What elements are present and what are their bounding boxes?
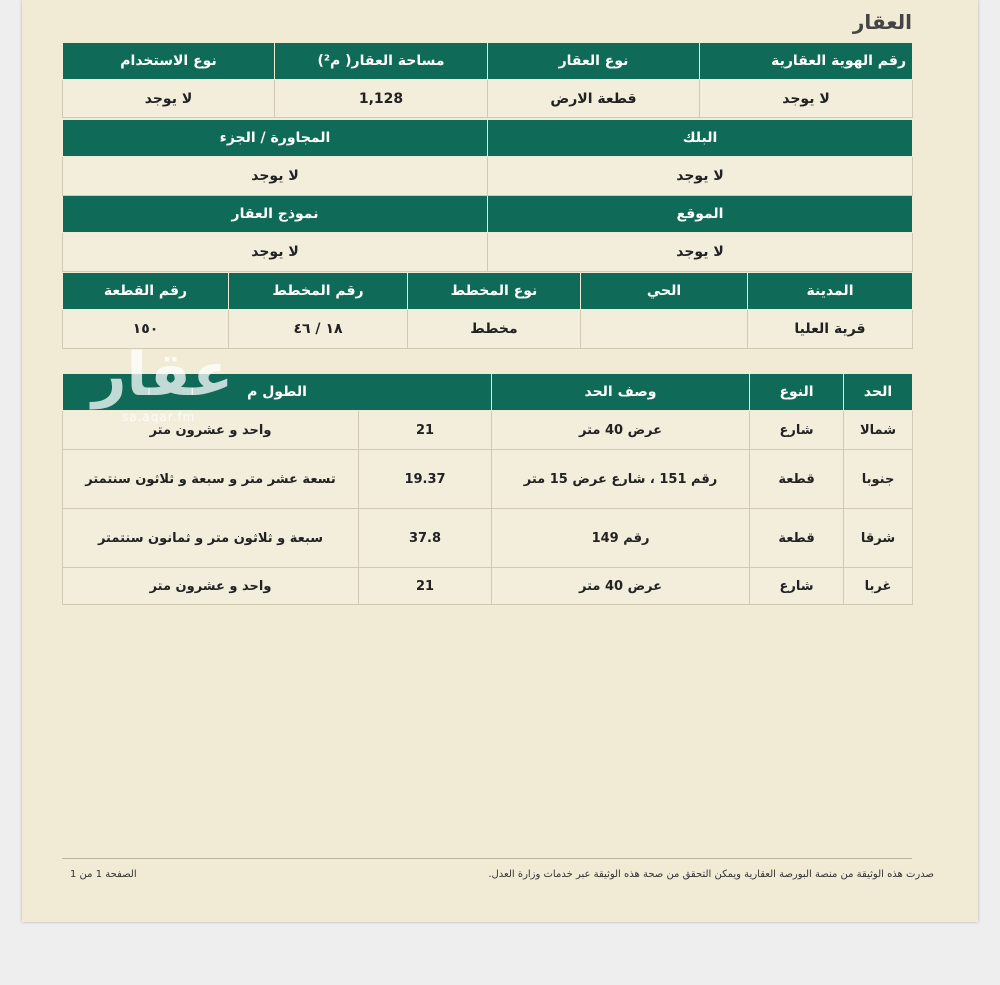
boundary-length-words: واحد و عشرون متر xyxy=(63,411,359,450)
value-block: لا يوجد xyxy=(488,157,913,196)
boundary-side: شرقا xyxy=(844,509,913,568)
watermark-url: sa.aqar.fm xyxy=(122,410,196,424)
plan-table xyxy=(62,272,913,349)
boundary-desc: رقم 149 xyxy=(492,509,750,568)
value-location: لا يوجد xyxy=(488,233,913,272)
header-property-type: نوع العقار xyxy=(488,43,700,80)
page-number: الصفحة 1 من 1 xyxy=(70,869,137,880)
header-property-id: رقم الهوية العقارية xyxy=(700,43,913,80)
header-length: الطول م xyxy=(63,374,492,411)
header-plan-type: نوع المخطط xyxy=(408,273,581,310)
value-property-area: 1,128 xyxy=(275,80,488,118)
value-plot-number: ١٥٠ xyxy=(63,310,229,349)
header-boundary-type: النوع xyxy=(750,374,844,411)
header-block: البلك xyxy=(488,120,913,157)
value-city: قرية العليا xyxy=(748,310,913,349)
value-district xyxy=(581,310,748,349)
value-property-model: لا يوجد xyxy=(63,233,488,272)
table-row xyxy=(63,450,913,509)
boundary-side: جنوبا xyxy=(844,450,913,509)
boundaries-table xyxy=(62,373,913,605)
boundary-desc: رقم 151 ، شارع عرض 15 متر xyxy=(492,450,750,509)
boundary-length: 21 xyxy=(359,568,492,605)
value-usage-type: لا يوجد xyxy=(63,80,275,118)
header-location: الموقع xyxy=(488,196,913,233)
boundary-desc: عرض 40 متر xyxy=(492,568,750,605)
section-title: العقار xyxy=(852,10,912,34)
header-neighborhood-part: المجاورة / الجزء xyxy=(63,120,488,157)
boundary-side: شمالا xyxy=(844,411,913,450)
header-boundary: الحد xyxy=(844,374,913,411)
boundary-length: 21 xyxy=(359,411,492,450)
boundary-length-words: سبعة و ثلاثون متر و ثمانون سنتمتر xyxy=(63,509,359,568)
header-plot-number: رقم القطعة xyxy=(63,273,229,310)
header-boundary-desc: وصف الحد xyxy=(492,374,750,411)
header-property-model: نموذج العقار xyxy=(63,196,488,233)
boundary-length: 19.37 xyxy=(359,450,492,509)
boundary-type: شارع xyxy=(750,411,844,450)
boundary-length: 37.8 xyxy=(359,509,492,568)
boundary-type: قطعة xyxy=(750,450,844,509)
watermark-logo-text: عقار xyxy=(92,340,234,410)
header-district: الحي xyxy=(581,273,748,310)
header-plan-number: رقم المخطط xyxy=(229,273,408,310)
value-plan-number: ١٨ / ٤٦ xyxy=(229,310,408,349)
boundary-type: قطعة xyxy=(750,509,844,568)
footer-note: صدرت هذه الوثيقة من منصة البورصة العقارية ويمكن التحقق من صحة هذه الوثيقة عبر خدمات وزارة العدل. xyxy=(488,869,934,880)
property-info-table xyxy=(62,42,913,118)
boundary-length-words: تسعة عشر متر و سبعة و ثلاثون سنتمتر xyxy=(63,450,359,509)
footer-divider xyxy=(62,858,912,859)
boundary-side: غربا xyxy=(844,568,913,605)
table-row xyxy=(63,509,913,568)
value-property-id: لا يوجد xyxy=(700,80,913,118)
block-location-table xyxy=(62,119,913,272)
table-row xyxy=(63,568,913,605)
header-property-area: مساحة العقار( م²) xyxy=(275,43,488,80)
table-row xyxy=(63,411,913,450)
header-city: المدينة xyxy=(748,273,913,310)
boundary-length-words: واحد و عشرون متر xyxy=(63,568,359,605)
value-property-type: قطعة الارض xyxy=(488,80,700,118)
boundary-desc: عرض 40 متر xyxy=(492,411,750,450)
header-usage-type: نوع الاستخدام xyxy=(63,43,275,80)
value-neighborhood-part: لا يوجد xyxy=(63,157,488,196)
value-plan-type: مخطط xyxy=(408,310,581,349)
boundary-type: شارع xyxy=(750,568,844,605)
